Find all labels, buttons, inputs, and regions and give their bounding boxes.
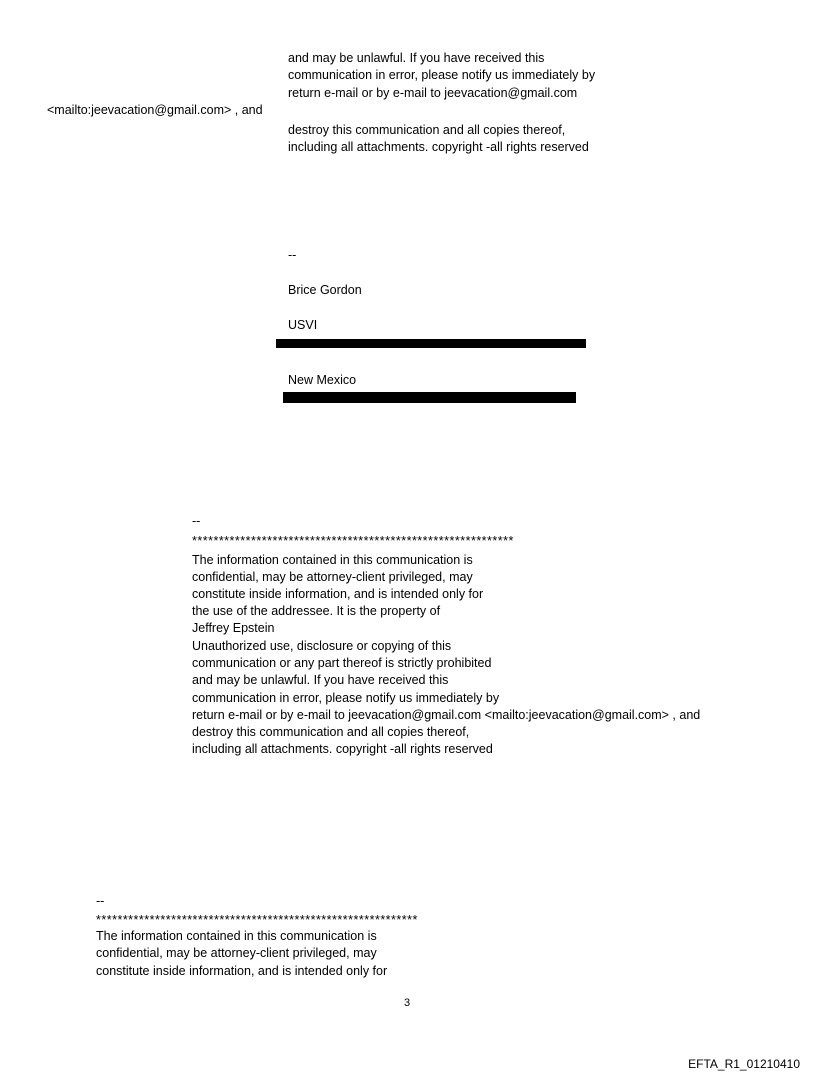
block1-line: and may be unlawful. If you have received this bbox=[288, 51, 545, 65]
document-id: EFTA_R1_01210410 bbox=[688, 1057, 800, 1071]
redaction-bar bbox=[276, 339, 586, 348]
block3-line: constitute inside information, and is intended only for bbox=[96, 964, 388, 978]
block2-line: communication or any part thereof is strictly prohibited bbox=[192, 656, 492, 670]
block1-mailto: <mailto:jeevacation@gmail.com> , and bbox=[47, 103, 263, 117]
block2-line: return e-mail or by e-mail to jeevacation@gmail.com <mailto:jeevacation@gmail.com> , and bbox=[192, 708, 701, 722]
signature-name: Brice Gordon bbox=[288, 283, 362, 297]
block3-line: confidential, may be attorney-client privileged, may bbox=[96, 946, 377, 960]
block2-line: the use of the addressee. It is the property of bbox=[192, 604, 441, 618]
block3-stars: ************************************************************ bbox=[96, 913, 418, 927]
block2-separator: -- bbox=[192, 514, 201, 528]
block2-line: confidential, may be attorney-client privileged, may bbox=[192, 570, 473, 584]
block1-line: destroy this communication and all copies thereof, bbox=[288, 123, 566, 137]
block2-line: including all attachments. copyright -all rights reserved bbox=[192, 742, 493, 756]
block2-stars: ************************************************************ bbox=[192, 534, 514, 548]
block1-line: including all attachments. copyright -all rights reserved bbox=[288, 140, 589, 154]
signature-location-usvi: USVI bbox=[288, 318, 318, 332]
block2-line: The information contained in this communication is bbox=[192, 553, 473, 567]
block2-line: and may be unlawful. If you have received this bbox=[192, 673, 449, 687]
block2-line: Jeffrey Epstein bbox=[192, 621, 275, 635]
block2-line: Unauthorized use, disclosure or copying of this bbox=[192, 639, 452, 653]
block2-line: constitute inside information, and is intended only for bbox=[192, 587, 484, 601]
page-number: 3 bbox=[404, 997, 411, 1009]
block2-line: communication in error, please notify us immediately by bbox=[192, 691, 500, 705]
block3-line: The information contained in this communication is bbox=[96, 929, 377, 943]
signature-location-new-mexico: New Mexico bbox=[288, 373, 357, 387]
block1-line: communication in error, please notify us immediately by bbox=[288, 68, 596, 82]
block2-line: destroy this communication and all copies thereof, bbox=[192, 725, 470, 739]
redaction-bar bbox=[283, 392, 576, 403]
block3-separator: -- bbox=[96, 894, 105, 908]
block1-line: return e-mail or by e-mail to jeevacation@gmail.com bbox=[288, 86, 578, 100]
signature-separator: -- bbox=[288, 248, 297, 262]
